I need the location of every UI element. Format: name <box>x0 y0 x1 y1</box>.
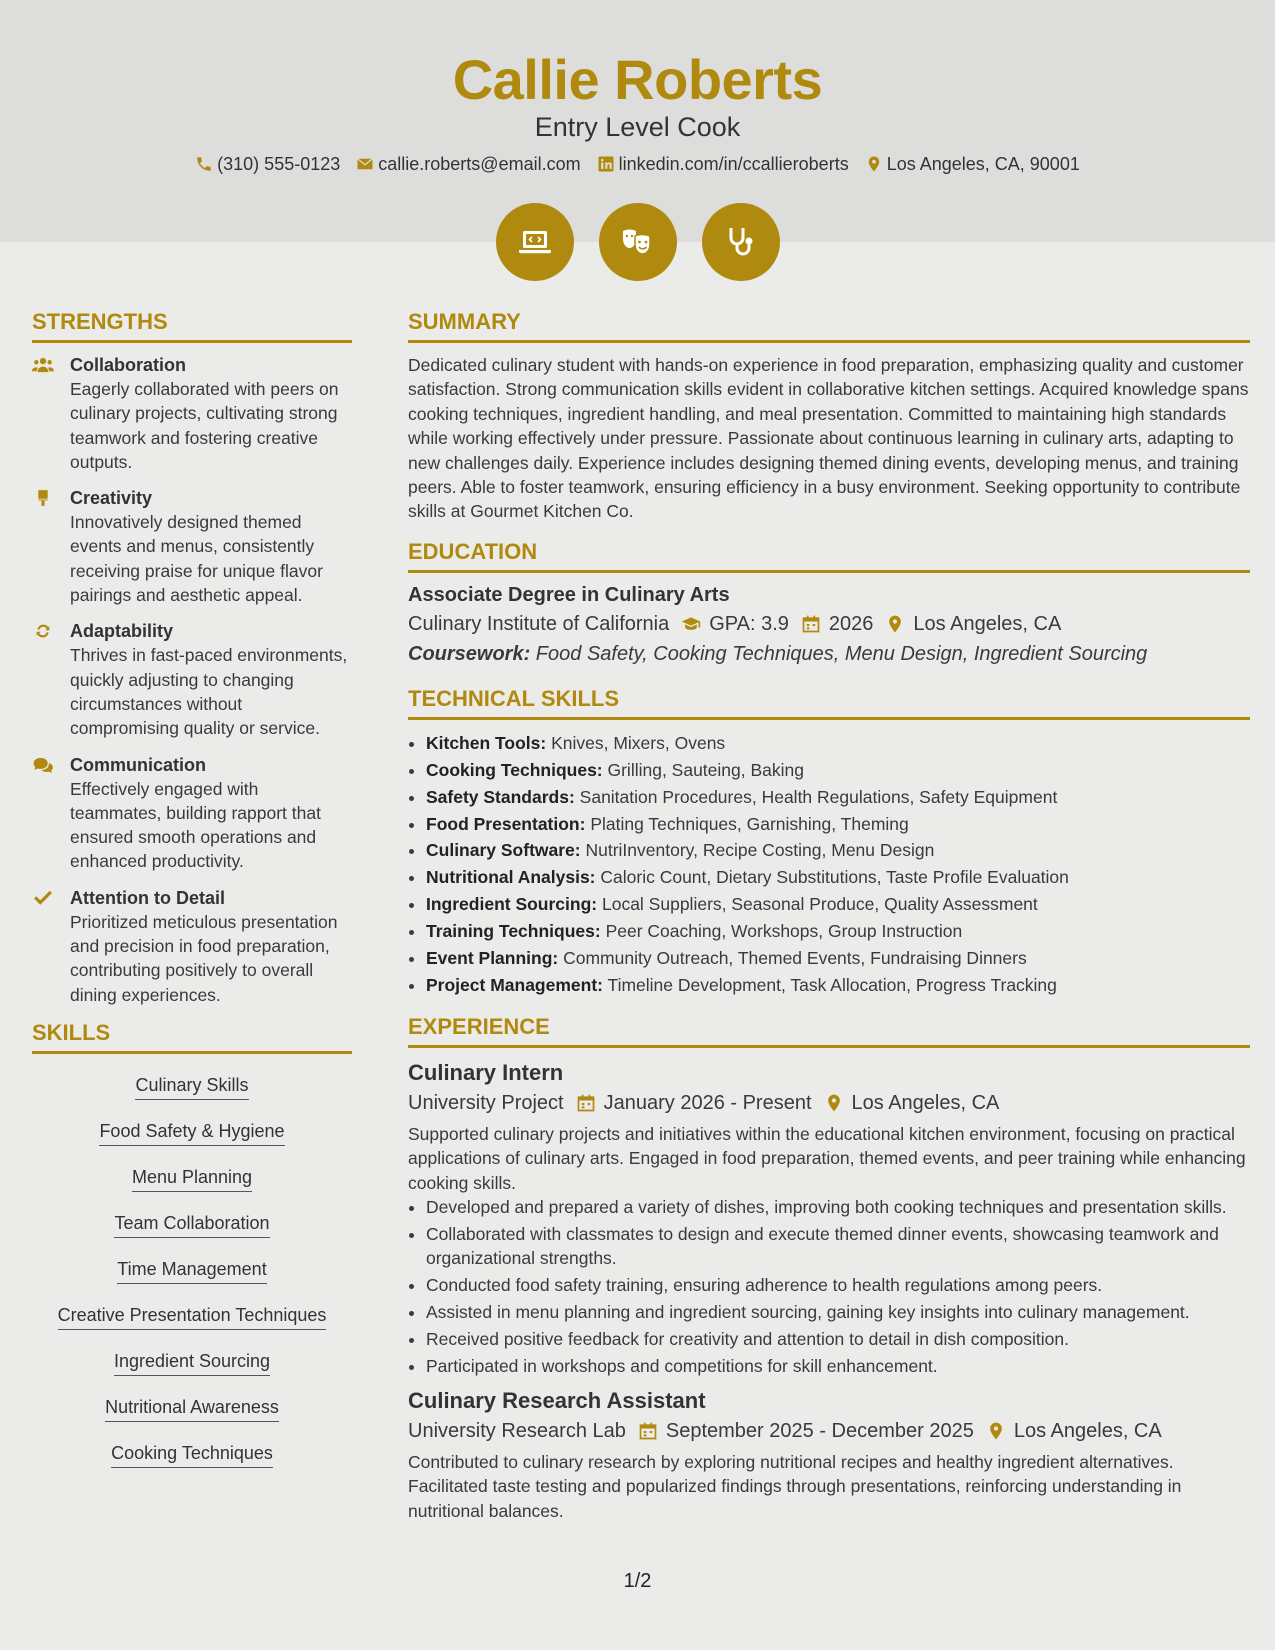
list-item: • Cooking Techniques: Grilling, Sauteing, Baking <box>426 757 1250 784</box>
strength-title: Creativity <box>70 488 153 509</box>
school-name: Culinary Institute of California <box>408 612 670 635</box>
strength-item <box>32 486 352 607</box>
job-role: Culinary Research Assistant <box>408 1387 706 1413</box>
job-meta <box>408 1088 1250 1118</box>
sync-icon <box>32 622 54 640</box>
badge-masks <box>599 203 677 281</box>
strength-title: Adaptability <box>70 621 174 642</box>
strength-item <box>32 619 352 740</box>
location-icon <box>824 1093 844 1113</box>
linkedin-text[interactable]: linkedin.com/in/ccallieroberts <box>618 154 849 174</box>
school-location: Los Angeles, CA <box>913 612 1062 635</box>
strength-text: Effectively engaged with teammates, building rapport that ensured smooth operations and enhanced productivity. <box>70 778 321 872</box>
list-item: • Kitchen Tools: Knives, Mixers, Ovens <box>426 730 1250 757</box>
job-meta <box>408 1416 1250 1446</box>
location-icon <box>986 1421 1006 1441</box>
coursework-label: Coursework: <box>408 642 531 665</box>
job-location: Los Angeles, CA <box>1013 1419 1162 1442</box>
strength-text: Thrives in fast-paced environments, quickly adjusting to changing circumstances without compromising quality or service. <box>70 645 348 739</box>
strength-title: Attention to Detail <box>70 887 225 908</box>
list-item: • Project Management: Timeline Development, Task Allocation, Progress Tracking <box>426 972 1250 999</box>
skills-heading: SKILLS <box>32 1019 352 1054</box>
location-icon <box>865 155 883 173</box>
job-entry <box>408 1386 1250 1523</box>
page-number: 1/2 <box>623 1570 652 1592</box>
list-item: • Ingredient Sourcing: Local Suppliers, Seasonal Produce, Quality Assessment <box>426 891 1250 918</box>
skill-tag: Creative Presentation Techniques <box>58 1304 327 1330</box>
phone-text: (310) 555-0123 <box>217 154 341 174</box>
badge-laptop <box>496 203 574 281</box>
list-item: • Training Techniques: Peer Coaching, Workshops, Group Instruction <box>426 918 1250 945</box>
skill-tag: Culinary Skills <box>135 1074 248 1100</box>
list-item: • Culinary Software: NutriInventory, Recipe Costing, Menu Design <box>426 837 1250 864</box>
location-icon <box>885 614 905 634</box>
badge-row <box>0 203 1275 281</box>
education-heading: EDUCATION <box>408 538 1250 573</box>
email-icon <box>356 155 374 173</box>
users-icon <box>32 356 54 374</box>
stethoscope-icon <box>721 222 761 262</box>
check-icon <box>32 889 54 907</box>
technical-list <box>408 730 1250 999</box>
job-dates: September 2025 - December 2025 <box>665 1419 974 1442</box>
list-item: • Nutritional Analysis: Caloric Count, Dietary Substitutions, Taste Profile Evaluation <box>426 864 1250 891</box>
skill-tag: Food Safety & Hygiene <box>99 1120 284 1146</box>
list-item: • Collaborated with classmates to design and execute themed dinner events, showcasing teamwork and organizational strengths. <box>426 1222 1250 1271</box>
job-org: University Project <box>408 1091 564 1114</box>
skill-tag: Time Management <box>117 1258 266 1284</box>
list-item: • Developed and prepared a variety of dishes, improving both cooking techniques and presentation skills. <box>426 1195 1250 1219</box>
coursework <box>408 639 1250 669</box>
skill-tag: Team Collaboration <box>114 1212 269 1238</box>
gpa: GPA: 3.9 <box>709 612 789 635</box>
job-org: University Research Lab <box>408 1419 626 1442</box>
strength-text: Prioritized meticulous presentation and precision in food preparation, contributing positively to overall dining experiences. <box>70 911 338 1005</box>
summary-text: Dedicated culinary student with hands-on experience in food preparation, emphasizing quality and customer satisfaction. Strong communication skills evident in collaborative kitchen settings. Acquired knowledge spans cooking techniques, ingredient handling, and meal presentation. Committed to maintaining high standards while working effectively under pressure. Passionate about continuous learning in culinary arts, adapting to new challenges daily. Experience includes designing themed dining events, developing menus, and training peers. Able to foster teamwork, ensuring efficiency in a busy environment. Seeking opportunity to contribute skills at Gourmet Kitchen Co. <box>408 355 1249 522</box>
job-summary: Contributed to culinary research by exploring nutritional recipes and healthy ingredient alternatives. Facilitated taste testing and popularized findings through presentations, reinforcing understanding in nutritional balances. <box>408 1451 1182 1521</box>
list-item: • Participated in workshops and competitions for skill enhancement. <box>426 1354 1250 1378</box>
summary-heading: SUMMARY <box>408 308 1250 343</box>
experience-heading: EXPERIENCE <box>408 1013 1250 1048</box>
job-title: Entry Level Cook <box>534 112 741 142</box>
contact-location <box>865 152 1080 176</box>
coursework-list: Food Safety, Cooking Techniques, Menu Design, Ingredient Sourcing <box>530 642 1148 665</box>
job-location: Los Angeles, CA <box>851 1091 1000 1114</box>
strength-item <box>32 886 352 1007</box>
contact-linkedin[interactable] <box>597 152 849 176</box>
calendar-icon <box>576 1093 596 1113</box>
job-summary: Supported culinary projects and initiatives within the educational kitchen environment, focusing on practical applications of culinary arts. Engaged in food preparation, themed events, and peer training while enhancing cooking skills. <box>408 1123 1246 1193</box>
strength-text: Innovatively designed themed events and menus, consistently receiving praise for unique flavor pairings and aesthetic appeal. <box>70 512 323 606</box>
calendar-icon <box>638 1421 658 1441</box>
contact-phone <box>195 152 340 176</box>
strength-text: Eagerly collaborated with peers on culinary projects, cultivating strong teamwork and fostering creative outputs. <box>70 379 339 472</box>
skill-tag: Menu Planning <box>132 1166 252 1192</box>
skill-tag: Ingredient Sourcing <box>114 1350 270 1376</box>
calendar-icon <box>801 614 821 634</box>
education-meta <box>408 609 1250 639</box>
job-dates: January 2026 - Present <box>603 1091 812 1114</box>
list-item: • Received positive feedback for creativity and attention to detail in dish composition. <box>426 1327 1250 1351</box>
paint-brush-icon <box>32 489 54 507</box>
badge-stethoscope <box>702 203 780 281</box>
technical-heading: TECHNICAL SKILLS <box>408 685 1250 720</box>
graduation-cap-icon <box>681 614 701 634</box>
list-item: • Assisted in menu planning and ingredient sourcing, gaining key insights into culinary management. <box>426 1300 1250 1324</box>
list-item: • Food Presentation: Plating Techniques, Garnishing, Theming <box>426 811 1250 838</box>
laptop-code-icon <box>515 222 555 262</box>
skill-tag: Cooking Techniques <box>111 1442 273 1468</box>
phone-icon <box>195 155 213 173</box>
list-item: • Conducted food safety training, ensuring adherence to health regulations among peers. <box>426 1273 1250 1297</box>
strength-title: Collaboration <box>70 355 186 375</box>
contact-bar <box>0 152 1275 176</box>
job-bullets <box>408 1195 1250 1378</box>
right-column <box>408 308 1250 1523</box>
degree-title: Associate Degree in Culinary Arts <box>408 583 730 606</box>
job-role: Culinary Intern <box>408 1059 564 1085</box>
email-text[interactable]: callie.roberts@email.com <box>378 154 581 174</box>
list-item: • Safety Standards: Sanitation Procedures, Health Regulations, Safety Equipment <box>426 784 1250 811</box>
list-item: • Event Planning: Community Outreach, Themed Events, Fundraising Dinners <box>426 945 1250 972</box>
location-text: Los Angeles, CA, 90001 <box>886 154 1080 174</box>
left-column <box>32 308 352 1480</box>
strength-item <box>32 753 352 874</box>
strength-item <box>32 353 352 474</box>
strengths-heading: STRENGTHS <box>32 308 352 343</box>
skills-list <box>32 1064 352 1480</box>
strength-title: Communication <box>70 754 207 775</box>
contact-email[interactable] <box>356 152 580 176</box>
grad-year: 2026 <box>828 612 874 635</box>
linkedin-icon <box>597 155 615 173</box>
job-entry <box>408 1058 1250 1378</box>
theater-masks-icon <box>618 222 658 262</box>
candidate-name: Callie Roberts <box>452 48 823 111</box>
comments-icon <box>32 756 54 774</box>
skill-tag: Nutritional Awareness <box>105 1396 279 1422</box>
